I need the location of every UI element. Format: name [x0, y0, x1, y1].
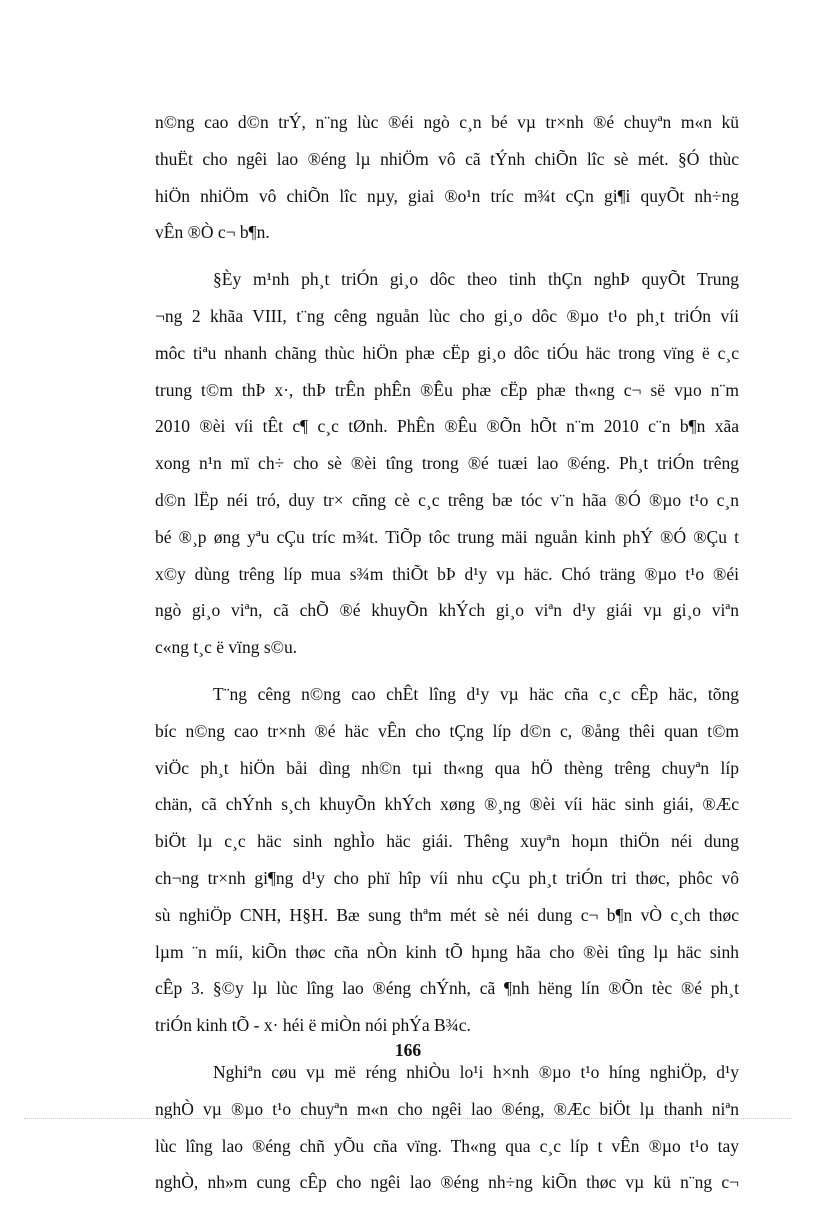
- text-line: lµm ¨n míi, kiÕn thøc cña nÒn kinh tÕ hµng hãa cho ®èi tîng lµ häc sinh: [155, 941, 739, 962]
- paragraph-3: [155, 676, 739, 1044]
- text-line: cÊp 3. §©y lµ lùc lîng lao ®éng chÝnh, cã ¶nh hëng lín ®Õn tèc ®é ph¸t: [155, 978, 739, 999]
- text-line: môc tiªu nhanh chãng thùc hiÖn phæ cËp gi¸o dôc tiÓu häc trong vïng ë c¸c: [155, 342, 739, 363]
- paragraph-1: [155, 104, 739, 251]
- text-line: vÊn ®Ò c¬ b¶n.: [155, 222, 270, 243]
- text-line: c«ng t¸c ë vïng s©u.: [155, 637, 298, 658]
- text-line: bé ®¸p øng yªu cÇu tríc m¾t. TiÕp tôc trung mäi nguån kinh phÝ ®Ó ®Çu t: [155, 526, 739, 547]
- text-line: lùc lîng lao ®éng chñ yÕu cña vïng. Th«ng qua c¸c líp t vÊn ®µo t¹o tay: [155, 1135, 739, 1156]
- text-line: thuËt cho ngêi lao ®éng lµ nhiÖm vô cã tÝnh chiÕn lîc sè mét. §Ó thùc: [155, 148, 739, 169]
- text-line: nghÒ vµ ®µo t¹o chuyªn m«n cho ngêi lao ®éng, ®Æc biÖt lµ thanh niªn: [155, 1098, 739, 1119]
- page-bottom-divider: [24, 1118, 792, 1119]
- text-line: ch¬ng tr×nh gi¶ng d¹y cho phï hîp víi nhu cÇu ph¸t triÓn tri thøc, phôc vô: [155, 867, 739, 888]
- text-line: biÖt lµ c¸c häc sinh nghÌo häc giái. Thêng xuyªn hoµn thiÖn néi dung: [155, 831, 739, 852]
- text-line: triÓn kinh tÕ - x· héi ë miÒn nói phÝa B¾c.: [155, 1015, 471, 1036]
- text-line: xong n¹n mï ch÷ cho sè ®èi tîng trong ®é tuæi lao ®éng. Ph¸t triÓn trêng: [155, 453, 739, 474]
- text-line: Nghiªn cøu vµ më réng nhiÒu lo¹i h×nh ®µo t¹o híng nghiÖp, d¹y: [213, 1061, 739, 1082]
- text-line: viÖc ph¸t hiÖn båi dìng nh©n tµi th«ng qua hÖ thèng trêng chuyªn líp: [155, 757, 739, 778]
- text-line: bíc n©ng cao tr×nh ®é häc vÊn cho tÇng líp d©n c, ®ång thêi quan t©m: [155, 720, 739, 741]
- text-line: hiÖn nhiÖm vô chiÕn lîc nµy, giai ®o¹n tríc m¾t cÇn gi¶i quyÕt nh÷ng: [155, 185, 739, 206]
- page-number: 166: [394, 1040, 422, 1060]
- text-line: T¨ng cêng n©ng cao chÊt lîng d¹y vµ häc cña c¸c cÊp häc, tõng: [213, 683, 739, 704]
- text-line: x©y dùng trêng líp mua s¾m thiÕt bÞ d¹y vµ häc. Chó träng ®µo t¹o ®éi: [155, 563, 739, 584]
- text-line: ngò gi¸o viªn, cã chÕ ®é khuyÕn khÝch gi¸o viªn d¹y giái vµ gi¸o viªn: [155, 600, 739, 621]
- paragraph-4: [155, 1054, 739, 1201]
- text-line: nghÒ, nh»m cung cÊp cho ngêi lao ®éng nh÷ng kiÕn thøc vµ kü n¨ng c¬: [155, 1172, 739, 1193]
- text-line: n©ng cao d©n trÝ, n¨ng lùc ®éi ngò c¸n bé vµ tr×nh ®é chuyªn m«n kü: [155, 112, 739, 132]
- text-line: §Èy m¹nh ph¸t triÓn gi¸o dôc theo tinh thÇn nghÞ quyÕt Trung: [213, 269, 739, 290]
- paragraph-2: [155, 261, 739, 666]
- text-line: ¬ng 2 khãa VIII, t¨ng cêng nguån lùc cho gi¸o dôc ®µo t¹o ph¸t triÓn víi: [155, 305, 739, 326]
- text-line: sù nghiÖp CNH, H§H. Bæ sung thªm mét sè néi dung c¬ b¶n vÒ c¸ch thøc: [155, 904, 739, 925]
- text-line: trung t©m thÞ x·, thÞ trÊn phÊn ®Êu phæ cËp phæ th«ng c¬ së vµo n¨m: [155, 379, 739, 400]
- text-line: chän, cã chÝnh s¸ch khuyÕn khÝch xøng ®¸ng ®èi víi häc sinh giái, ®Æc: [155, 794, 739, 815]
- text-line: 2010 ®èi víi tÊt c¶ c¸c tØnh. PhÊn ®Êu ®Õn hÕt n¨m 2010 c¨n b¶n xãa: [155, 416, 739, 437]
- text-line: d©n lËp néi tró, duy tr× cñng cè c¸c trêng bæ tóc v¨n hãa ®Ó ®µo t¹o c¸n: [155, 489, 739, 510]
